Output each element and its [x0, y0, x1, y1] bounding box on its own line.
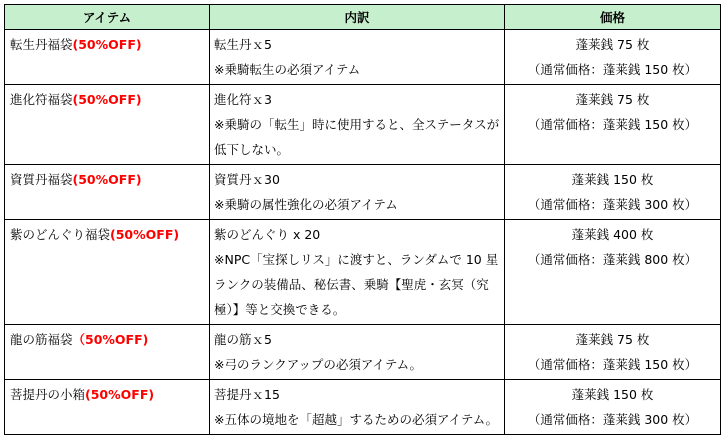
- item-name-cell: [5, 85, 210, 165]
- contents-cell: [210, 380, 505, 435]
- item-table: [4, 4, 721, 435]
- regular-price: （通常価格：蓬莱銭 800 枚）: [527, 252, 698, 267]
- contents-note: ※NPC「宝探しリス」に渡すと、ランダムで 10 星ランクの装備品、秘伝書、乗騎【聖虎・玄冥（究極）】等と交換できる。: [214, 252, 499, 317]
- price: 蓬莱銭 75 枚: [575, 92, 650, 107]
- discount-label: (50%OFF): [85, 387, 155, 402]
- regular-price: （通常価格：蓬莱銭 150 枚）: [527, 117, 698, 132]
- discount-label: (50%OFF): [72, 92, 142, 107]
- price-cell: [505, 325, 721, 380]
- price-cell: [505, 220, 721, 325]
- header-breakdown: 内訳: [210, 5, 505, 30]
- contents-line: 菩提丹ｘ15: [214, 387, 280, 402]
- table-row: [5, 325, 721, 380]
- item-name-cell: [5, 325, 210, 380]
- price: 蓬莱銭 150 枚: [571, 172, 654, 187]
- contents-line: 転生丹ｘ5: [214, 37, 272, 52]
- regular-price: （通常価格：蓬莱銭 300 枚）: [527, 412, 698, 427]
- contents-cell: [210, 30, 505, 85]
- item-name: 龍の筋福袋: [10, 332, 73, 347]
- item-name: 菩提丹の小箱: [10, 387, 86, 402]
- item-name: 資質丹福袋: [10, 172, 73, 187]
- item-name-cell: [5, 165, 210, 220]
- contents-note: ※乗騎の「転生」時に使用すると、全ステータスが低下しない。: [214, 117, 500, 157]
- discount-label: (50%OFF): [110, 227, 180, 242]
- table-row: [5, 30, 721, 85]
- item-name: 進化符福袋: [10, 92, 73, 107]
- table-row: [5, 380, 721, 435]
- contents-cell: [210, 85, 505, 165]
- discount-label: (50%OFF): [72, 37, 142, 52]
- price: 蓬莱銭 75 枚: [575, 332, 650, 347]
- header-item: アイテム: [5, 5, 210, 30]
- contents-line: 龍の筋ｘ5: [214, 332, 272, 347]
- header-price: 価格: [505, 5, 721, 30]
- discount-label: （50%OFF): [72, 332, 149, 347]
- contents-note: ※乗騎の属性強化の必須アイテム: [214, 197, 398, 212]
- contents-note: ※五体の境地を「超越」するための必須アイテム。: [214, 412, 499, 427]
- item-name-cell: [5, 380, 210, 435]
- regular-price: （通常価格：蓬莱銭 150 枚）: [527, 62, 698, 77]
- price-cell: [505, 85, 721, 165]
- contents-note: ※弓のランクアップの必須アイテム。: [214, 357, 422, 372]
- table-row: [5, 220, 721, 325]
- header-row: [5, 5, 721, 30]
- price: 蓬莱銭 75 枚: [575, 37, 650, 52]
- contents-line: 紫のどんぐり x 20: [214, 227, 321, 242]
- item-name: 紫のどんぐり福袋: [10, 227, 111, 242]
- price-cell: [505, 165, 721, 220]
- item-name: 転生丹福袋: [10, 37, 73, 52]
- contents-cell: [210, 325, 505, 380]
- discount-label: (50%OFF): [72, 172, 142, 187]
- contents-cell: [210, 220, 505, 325]
- price-cell: [505, 30, 721, 85]
- regular-price: （通常価格：蓬莱銭 150 枚）: [527, 357, 698, 372]
- contents-line: 進化符ｘ3: [214, 92, 272, 107]
- price: 蓬莱銭 400 枚: [571, 227, 654, 242]
- regular-price: （通常価格：蓬莱銭 300 枚）: [527, 197, 698, 212]
- contents-line: 資質丹ｘ30: [214, 172, 280, 187]
- price: 蓬莱銭 150 枚: [571, 387, 654, 402]
- item-name-cell: [5, 220, 210, 325]
- table-row: [5, 85, 721, 165]
- table-row: [5, 165, 721, 220]
- price-cell: [505, 380, 721, 435]
- contents-note: ※乗騎転生の必須アイテム: [214, 62, 361, 77]
- item-name-cell: [5, 30, 210, 85]
- contents-cell: [210, 165, 505, 220]
